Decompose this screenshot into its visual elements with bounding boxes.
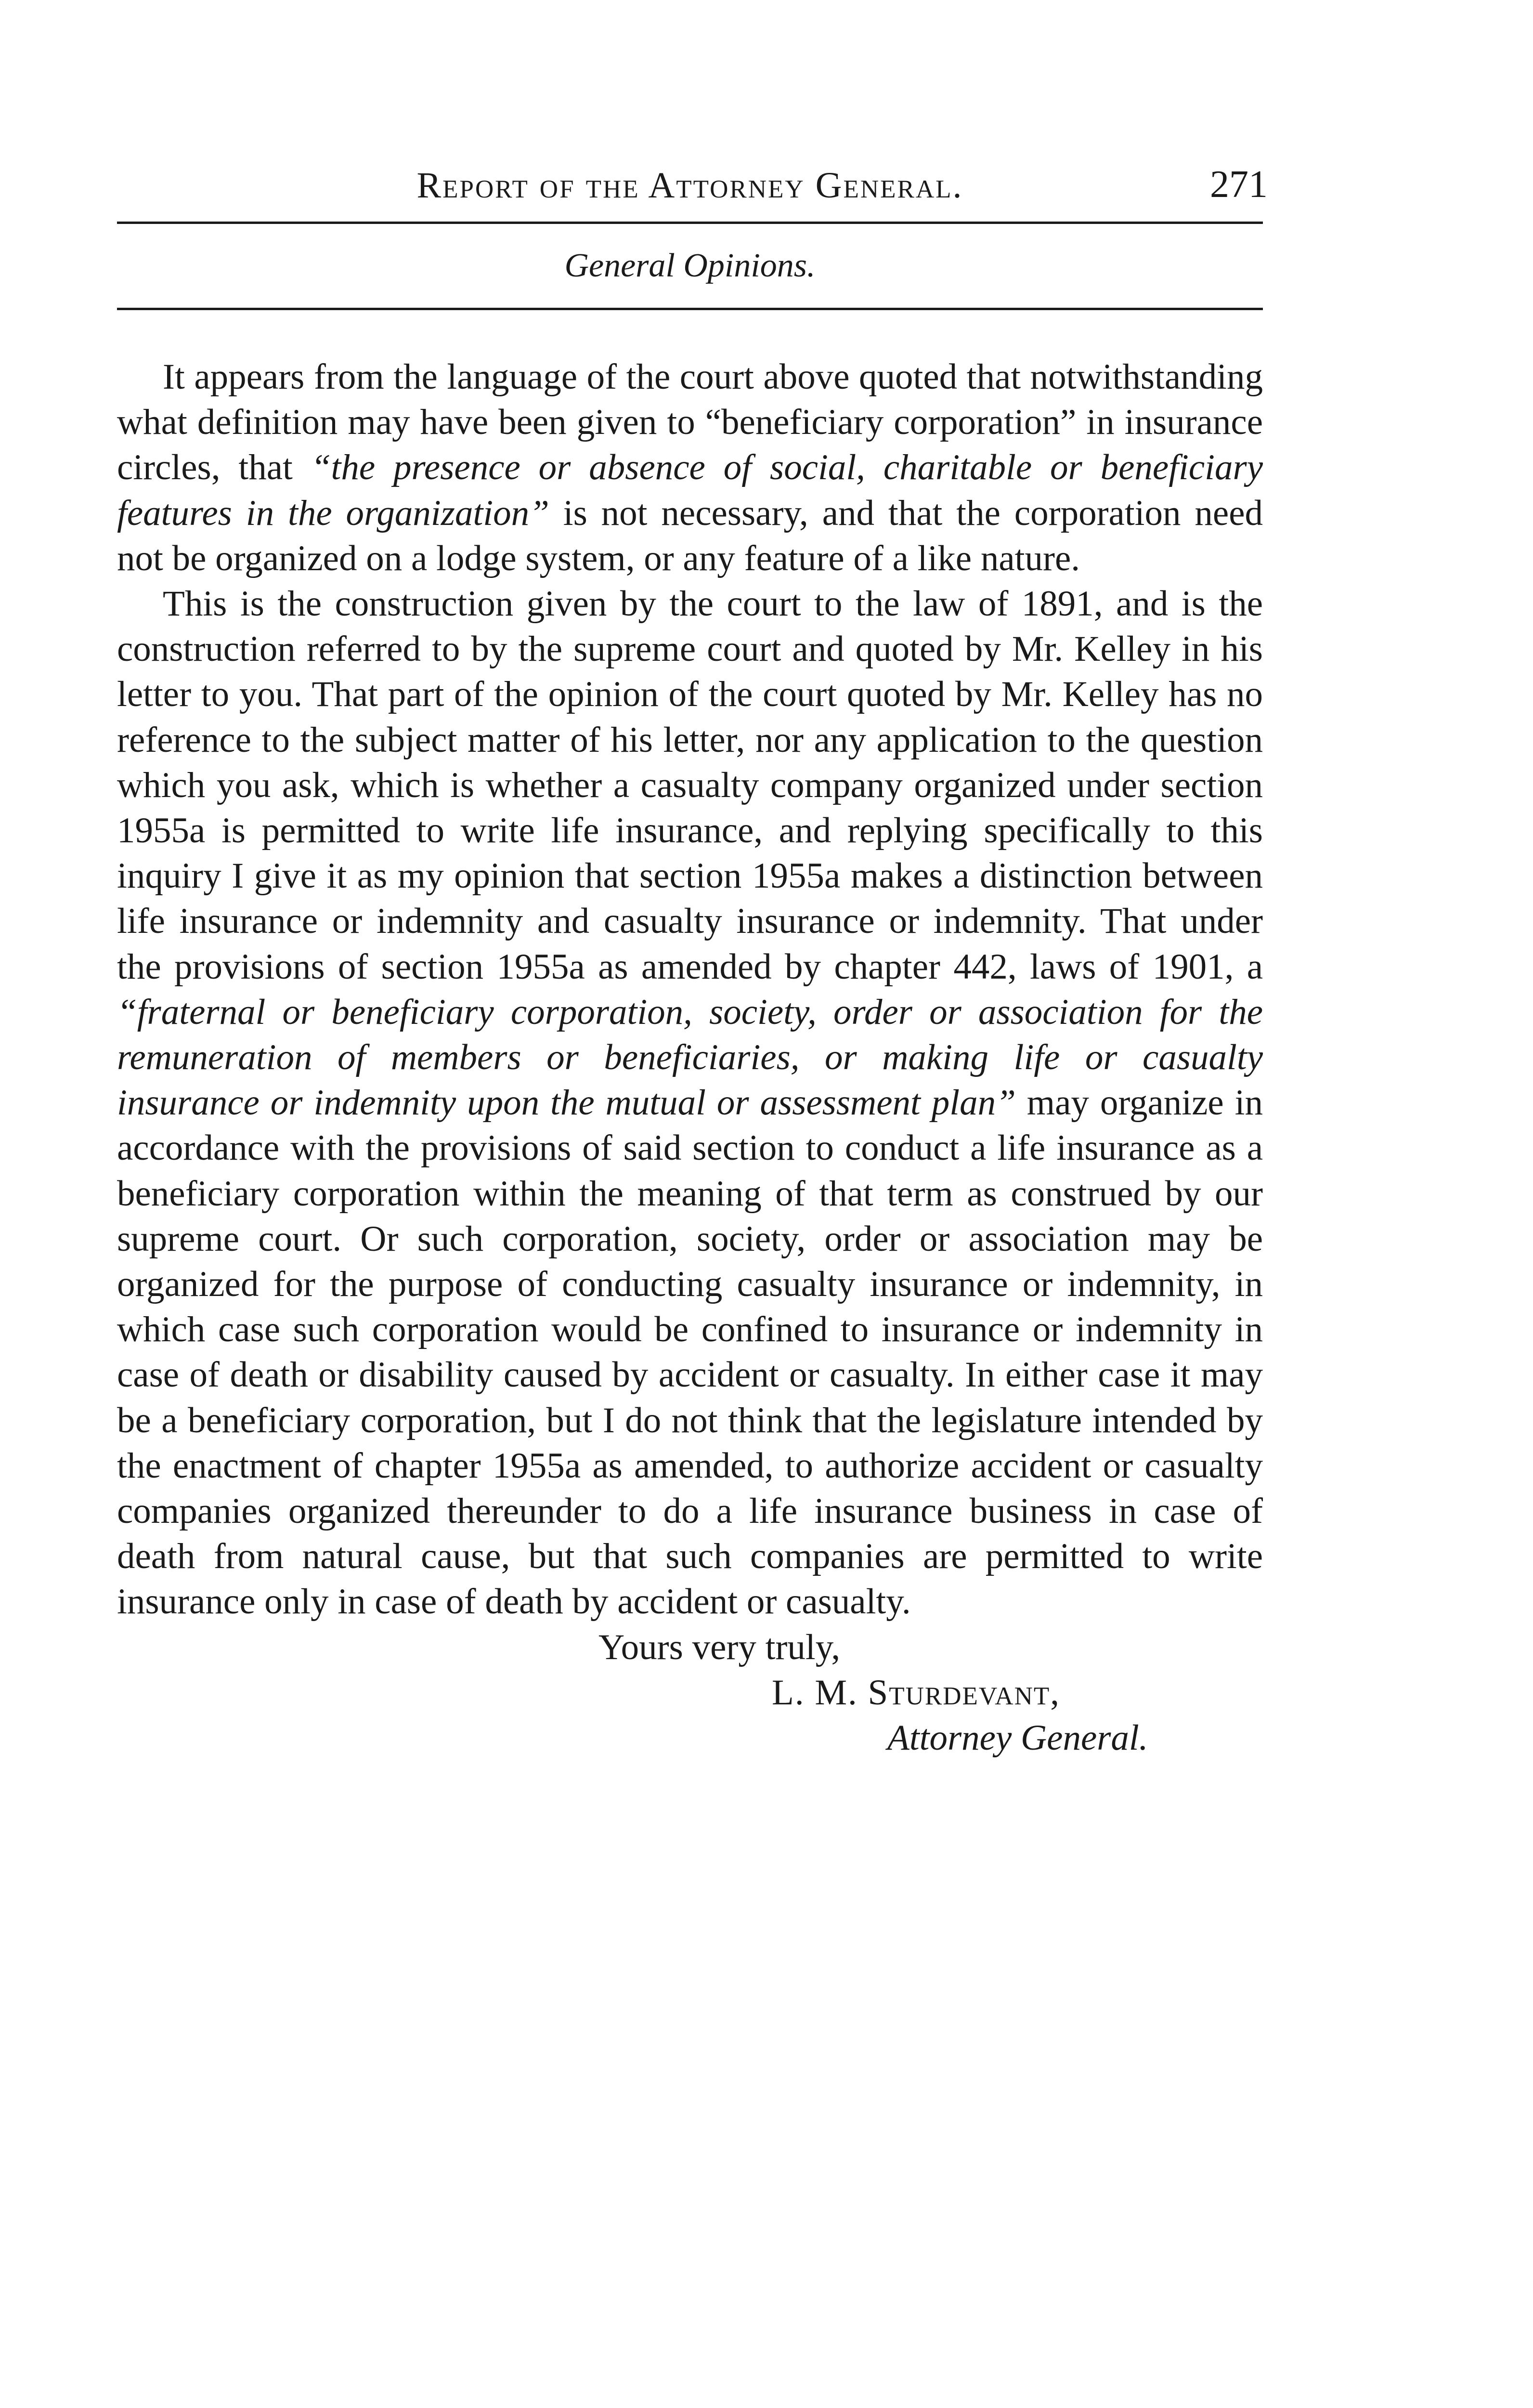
letter-closing	[117, 1625, 1263, 1761]
paragraph-2	[117, 581, 1263, 1625]
opinion-body	[117, 354, 1263, 1625]
paragraph-1-quote: “the presence or absence of social, charitable or beneficiary features in the organization”	[117, 447, 1263, 533]
paragraph-1	[117, 354, 1263, 581]
paragraph-2-text-b: may organize in accordance with the provisions of said section to conduct a life insurance as a beneficiary corporation within the meaning of that term as construed by our supreme court. Or such corporation, society, order or association may be organized for the purpose of conducting casualty insurance or indemnity, in which case such corporation would be confined to insurance or indemnity in case of death or disability caused by accident or casualty. In either case it may be a beneficiary corporation, but I do not think that the legislature intended by the enactment of chapter 1955a as amended, to authorize accident or casualty companies organized thereunder to do a life insurance business in case of death from natural cause, but that such companies are permitted to write insurance only in case of death by accident or casualty.	[117, 1083, 1263, 1622]
running-head	[117, 159, 1268, 222]
signer-name: L. M. Sturdevant,	[772, 1672, 1060, 1713]
section-title: General Opinions.	[564, 247, 816, 284]
salutation: Yours very truly,	[598, 1627, 841, 1667]
signer-title: Attorney General.	[887, 1717, 1148, 1758]
paragraph-2-quote: “fraternal or beneficiary corporation, society, order or association for the remuneration of members or beneficiaries, or making life or casualty insurance or indemnity upon the mutual or assessment plan”	[117, 992, 1263, 1123]
running-title: Report of the Attorney General.	[416, 165, 963, 206]
page-number: 271	[1210, 163, 1268, 206]
bottom-rule	[117, 308, 1263, 310]
document-page	[117, 159, 1268, 1761]
paragraph-1-text-b: is not necessary, and that the corporation need not be organized on a lodge system, or any feature of a like nature.	[117, 493, 1263, 578]
paragraph-1-text-a: It appears from the language of the court above quoted that notwithstanding what definition may have been given to “beneficiary corporation” in insurance circles, that	[117, 357, 1263, 488]
paragraph-2-text-a: This is the construction given by the court to the law of 1891, and is the construction referred to by the supreme court and quoted by Mr. Kelley in his letter to you. That part of the opinion of the court quoted by Mr. Kelley has no reference to the subject matter of his letter, nor any application to the question which you ask, which is whether a casualty company organized under section 1955a is permitted to write life insurance, and replying specifically to this inquiry I give it as my opinion that section 1955a makes a distinction between life insurance or indemnity and casualty insurance or indemnity. That under the provisions of section 1955a as amended by chapter 442, laws of 1901, a	[117, 584, 1263, 987]
